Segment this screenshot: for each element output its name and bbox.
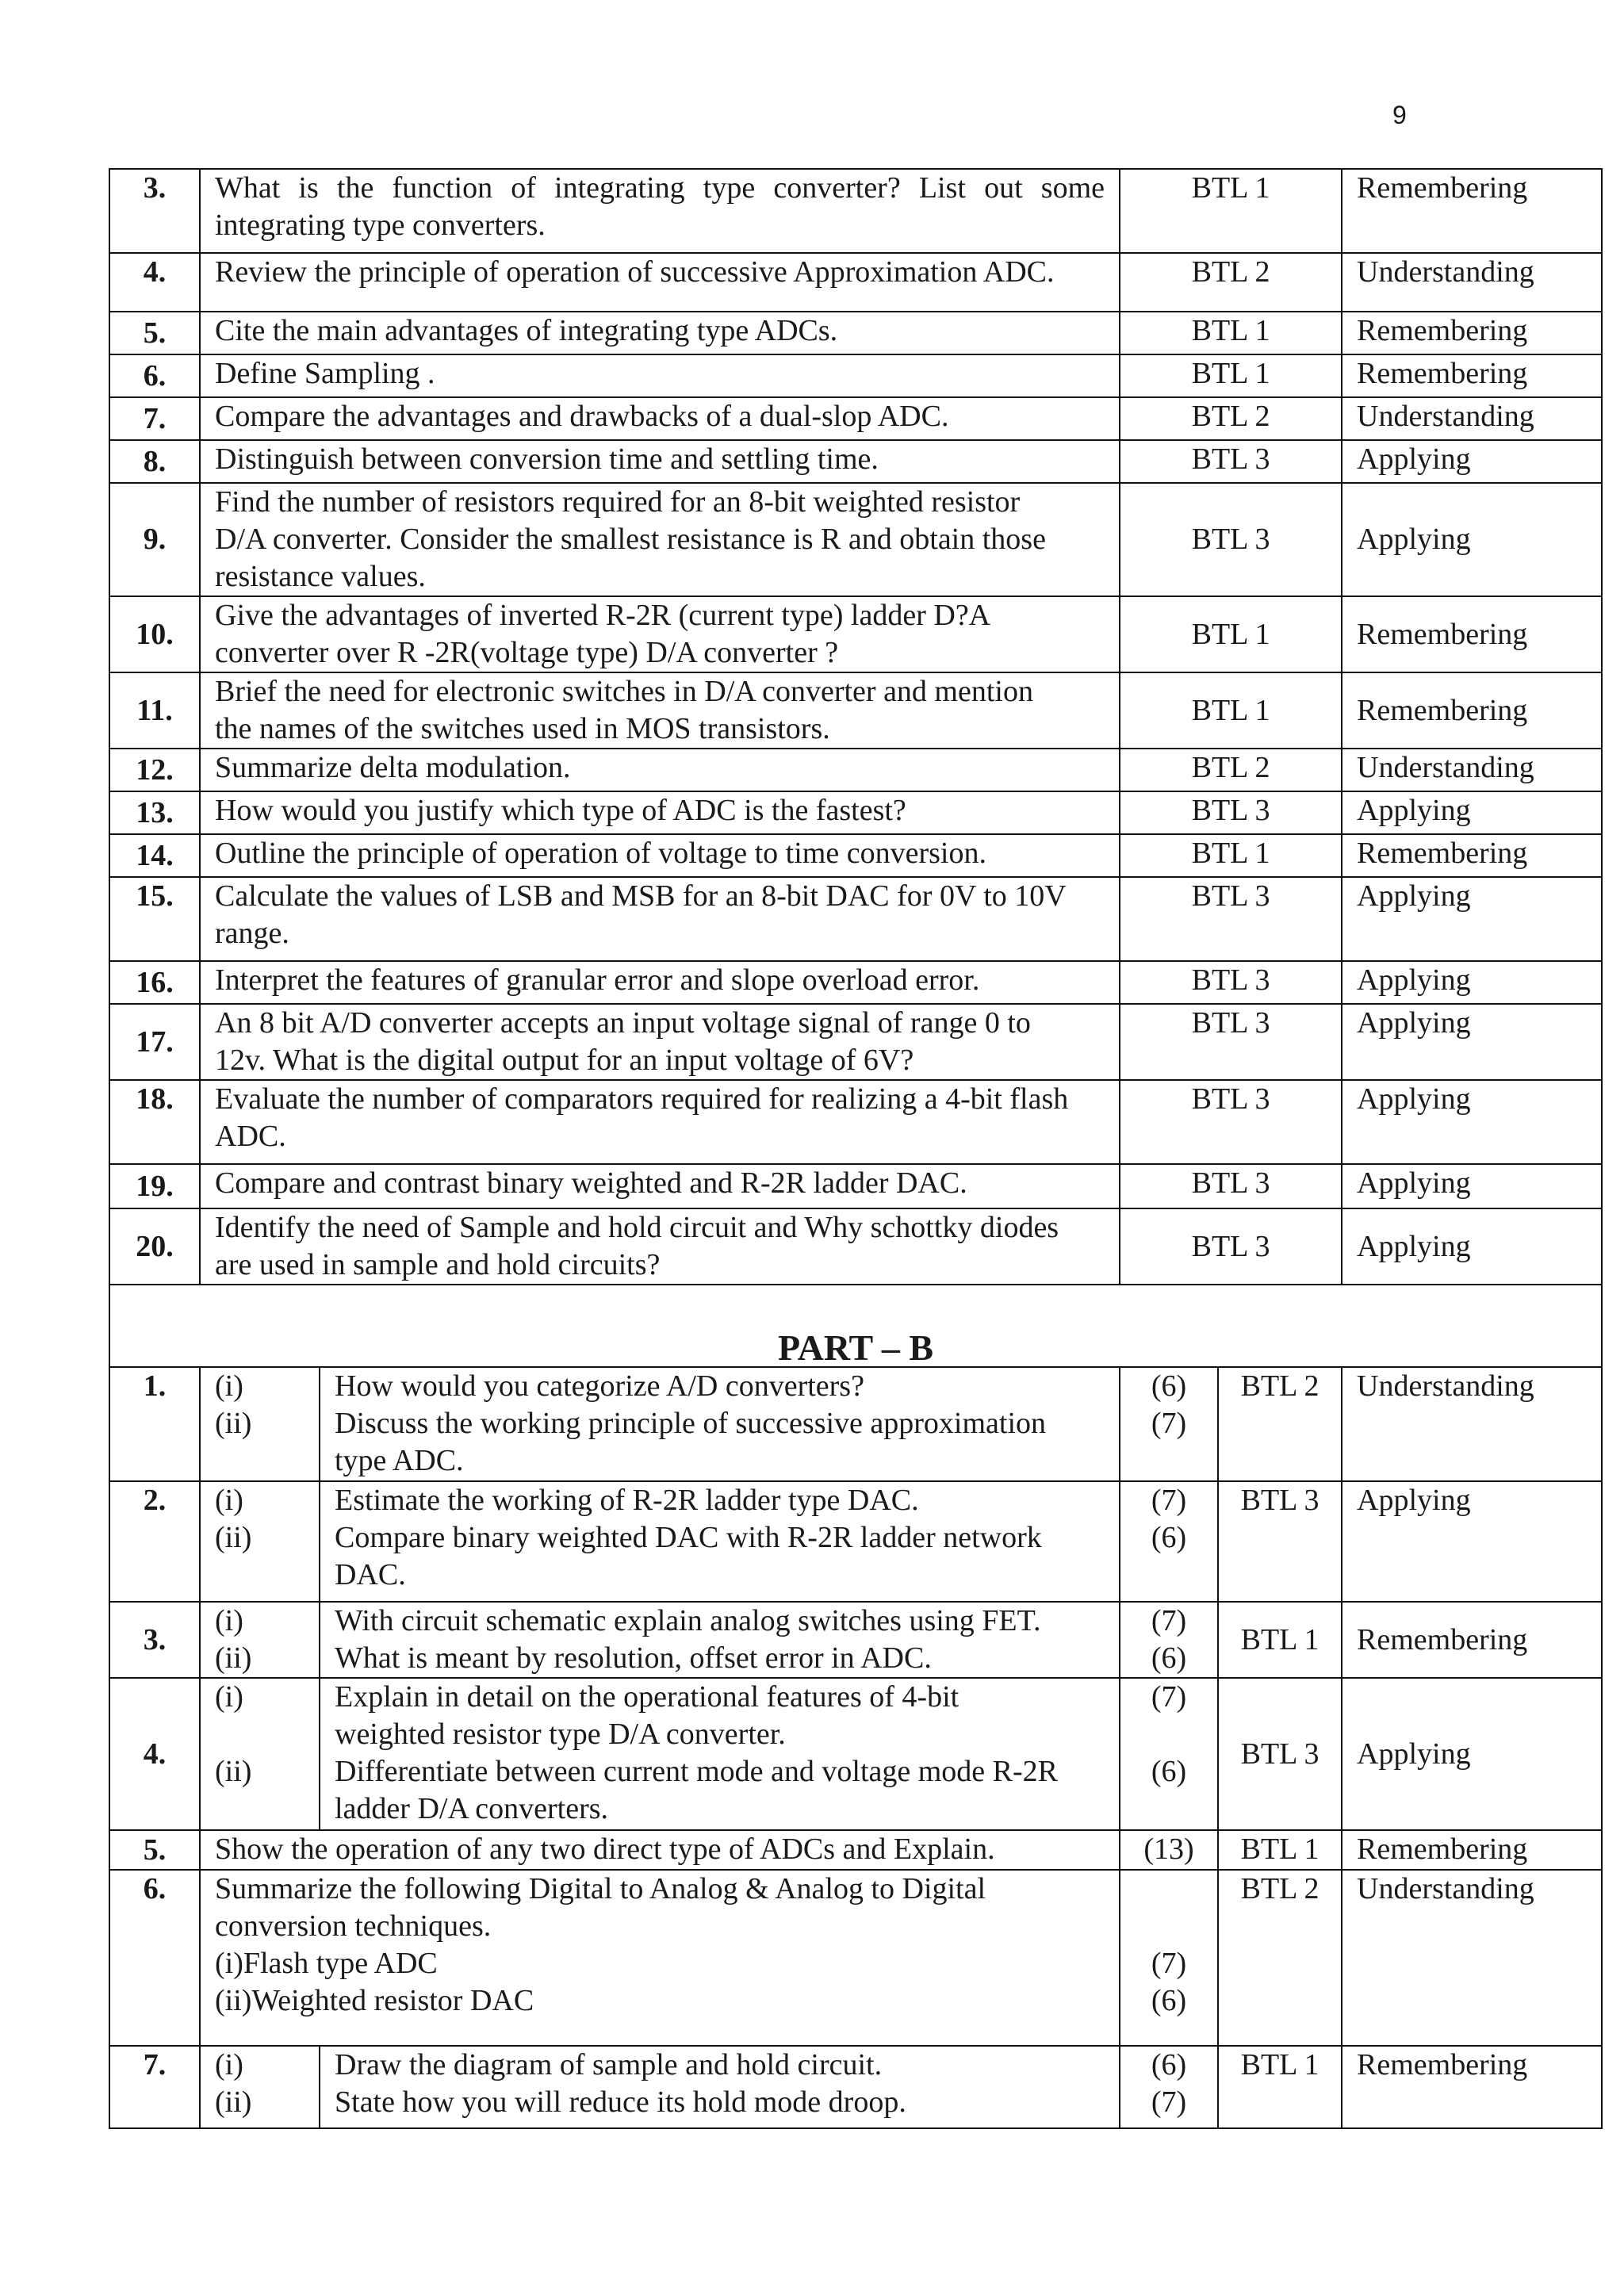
marks: (13)	[1120, 1830, 1218, 1870]
cognitive-level: Remembering	[1342, 1830, 1602, 1870]
question-text: Estimate the working of R-2R ladder type DAC. Compare binary weighted DAC with R-2R ladder network DAC.	[320, 1481, 1120, 1602]
table-row	[109, 877, 1602, 961]
question-text: Interpret the features of granular error and slope overload error.	[200, 961, 1120, 1004]
question-text: How would you categorize A/D converters? Discuss the working principle of successive approximation type ADC.	[320, 1367, 1120, 1481]
btl-level: BTL 1	[1120, 312, 1342, 354]
cognitive-level: Remembering	[1342, 1602, 1602, 1678]
question-number: 9.	[109, 483, 200, 596]
question-text: Compare and contrast binary weighted and R-2R ladder DAC.	[200, 1164, 1120, 1208]
marks: (7) (6)	[1120, 1602, 1218, 1678]
question-text: Show the operation of any two direct type of ADCs and Explain.	[200, 1830, 1120, 1870]
sub-labels: (i) (ii)	[200, 1678, 320, 1830]
marks: (6) (7)	[1120, 1367, 1218, 1481]
question-text: Identify the need of Sample and hold circuit and Why schottky diodes are used in sample and hold circuits?	[200, 1208, 1120, 1285]
btl-level: BTL 3	[1120, 440, 1342, 483]
question-number: 1.	[109, 1367, 200, 1481]
cognitive-level: Remembering	[1342, 2046, 1602, 2128]
question-text: Find the number of resistors required for an 8-bit weighted resistor D/A converter. Consider the smallest resistance is R and obtain those resistance values.	[200, 483, 1120, 596]
question-number: 6.	[109, 1870, 200, 2046]
question-number: 11.	[109, 672, 200, 749]
question-text: What is the function of integrating type converter? List out some integrating type converters.	[200, 169, 1120, 253]
question-number: 18.	[109, 1080, 200, 1164]
btl-level: BTL 2	[1120, 749, 1342, 791]
table-row	[109, 1870, 1602, 2046]
question-text: How would you justify which type of ADC is the fastest?	[200, 791, 1120, 834]
cognitive-level: Understanding	[1342, 749, 1602, 791]
cognitive-level: Applying	[1342, 1481, 1602, 1602]
table-row	[109, 1080, 1602, 1164]
question-number: 19.	[109, 1164, 200, 1208]
sub-labels: (i) (ii)	[200, 1367, 320, 1481]
cognitive-level: Remembering	[1342, 354, 1602, 397]
question-number: 5.	[109, 312, 200, 354]
question-text: Distinguish between conversion time and settling time.	[200, 440, 1120, 483]
cognitive-level: Understanding	[1342, 1367, 1602, 1481]
table-row	[109, 354, 1602, 397]
question-text: Evaluate the number of comparators required for realizing a 4-bit flash ADC.	[200, 1080, 1120, 1164]
question-number: 17.	[109, 1004, 200, 1080]
cognitive-level: Applying	[1342, 1080, 1602, 1164]
btl-level: BTL 3	[1120, 1208, 1342, 1285]
table-row	[109, 483, 1602, 596]
btl-level: BTL 3	[1120, 961, 1342, 1004]
btl-level: BTL 3	[1218, 1481, 1342, 1602]
table-row	[109, 2046, 1602, 2128]
question-number: 20.	[109, 1208, 200, 1285]
table-row	[109, 1004, 1602, 1080]
btl-level: BTL 1	[1218, 2046, 1342, 2128]
question-table	[109, 168, 1603, 2129]
cognitive-level: Remembering	[1342, 834, 1602, 877]
sub-labels: (i) (ii)	[200, 1602, 320, 1678]
marks: (7) (6)	[1120, 1678, 1218, 1830]
btl-level: BTL 1	[1120, 834, 1342, 877]
table-row	[109, 961, 1602, 1004]
btl-level: BTL 1	[1120, 596, 1342, 672]
question-text: Calculate the values of LSB and MSB for an 8-bit DAC for 0V to 10V range.	[200, 877, 1120, 961]
btl-level: BTL 3	[1120, 791, 1342, 834]
table-row	[109, 1830, 1602, 1870]
sub-labels: (i) (ii)	[200, 2046, 320, 2128]
question-number: 4.	[109, 253, 200, 312]
question-number: 12.	[109, 749, 200, 791]
question-text: Draw the diagram of sample and hold circuit. State how you will reduce its hold mode droop.	[320, 2046, 1120, 2128]
question-text: Review the principle of operation of successive Approximation ADC.	[200, 253, 1120, 312]
question-text: With circuit schematic explain analog switches using FET. What is meant by resolution, offset error in ADC.	[320, 1602, 1120, 1678]
marks: (6) (7)	[1120, 2046, 1218, 2128]
question-text: Compare the advantages and drawbacks of a dual-slop ADC.	[200, 397, 1120, 440]
table-row	[109, 749, 1602, 791]
table-row	[109, 253, 1602, 312]
question-number: 13.	[109, 791, 200, 834]
table-row	[109, 1367, 1602, 1481]
question-number: 2.	[109, 1481, 200, 1602]
table-row	[109, 1164, 1602, 1208]
cognitive-level: Understanding	[1342, 253, 1602, 312]
cognitive-level: Understanding	[1342, 397, 1602, 440]
cognitive-level: Applying	[1342, 440, 1602, 483]
question-text: Outline the principle of operation of voltage to time conversion.	[200, 834, 1120, 877]
table-row	[109, 596, 1602, 672]
question-number: 6.	[109, 354, 200, 397]
cognitive-level: Remembering	[1342, 169, 1602, 253]
marks: (7) (6)	[1120, 1481, 1218, 1602]
question-text: Give the advantages of inverted R-2R (current type) ladder D?A converter over R -2R(voltage type) D/A converter ?	[200, 596, 1120, 672]
question-number: 3.	[109, 169, 200, 253]
btl-level: BTL 3	[1120, 483, 1342, 596]
table-row	[109, 834, 1602, 877]
question-number: 7.	[109, 2046, 200, 2128]
cognitive-level: Remembering	[1342, 312, 1602, 354]
cognitive-level: Applying	[1342, 1004, 1602, 1080]
question-number: 14.	[109, 834, 200, 877]
cognitive-level: Applying	[1342, 483, 1602, 596]
table-row	[109, 169, 1602, 253]
btl-level: BTL 2	[1218, 1870, 1342, 2046]
question-number: 15.	[109, 877, 200, 961]
btl-level: BTL 2	[1120, 397, 1342, 440]
table-row	[109, 1481, 1602, 1602]
part-b-header-row	[109, 1285, 1602, 1367]
question-text: An 8 bit A/D converter accepts an input voltage signal of range 0 to 12v. What is the digital output for an input voltage of 6V?	[200, 1004, 1120, 1080]
table-row	[109, 1678, 1602, 1830]
cognitive-level: Applying	[1342, 1208, 1602, 1285]
cognitive-level: Understanding	[1342, 1870, 1602, 2046]
table-row	[109, 397, 1602, 440]
btl-level: BTL 3	[1120, 877, 1342, 961]
table-row	[109, 440, 1602, 483]
table-row	[109, 1602, 1602, 1678]
question-text: Brief the need for electronic switches in D/A converter and mention the names of the switches used in MOS transistors.	[200, 672, 1120, 749]
btl-level: BTL 1	[1218, 1602, 1342, 1678]
question-number: 7.	[109, 397, 200, 440]
question-number: 16.	[109, 961, 200, 1004]
page-number: 9	[1392, 101, 1407, 129]
question-text: Summarize the following Digital to Analog & Analog to Digital conversion techniques. (i)Flash type ADC (ii)Weighted resistor DAC	[200, 1870, 1120, 2046]
table-row	[109, 1208, 1602, 1285]
question-text: Cite the main advantages of integrating type ADCs.	[200, 312, 1120, 354]
table-row	[109, 791, 1602, 834]
cognitive-level: Remembering	[1342, 596, 1602, 672]
marks: (7) (6)	[1120, 1870, 1218, 2046]
question-number: 8.	[109, 440, 200, 483]
cognitive-level: Applying	[1342, 961, 1602, 1004]
btl-level: BTL 1	[1218, 1830, 1342, 1870]
question-number: 10.	[109, 596, 200, 672]
cognitive-level: Applying	[1342, 1164, 1602, 1208]
btl-level: BTL 1	[1120, 354, 1342, 397]
sub-labels: (i) (ii)	[200, 1481, 320, 1602]
cognitive-level: Remembering	[1342, 672, 1602, 749]
btl-level: BTL 3	[1120, 1080, 1342, 1164]
question-text: Explain in detail on the operational features of 4-bit weighted resistor type D/A converter. Differentiate between current mode and voltage mode R-2R ladder D/A converters.	[320, 1678, 1120, 1830]
question-number: 3.	[109, 1602, 200, 1678]
table-row	[109, 672, 1602, 749]
btl-level: BTL 1	[1120, 169, 1342, 253]
cognitive-level: Applying	[1342, 1678, 1602, 1830]
part-b-heading: PART – B	[109, 1285, 1602, 1367]
btl-level: BTL 1	[1120, 672, 1342, 749]
btl-level: BTL 2	[1120, 253, 1342, 312]
btl-level: BTL 2	[1218, 1367, 1342, 1481]
question-number: 4.	[109, 1678, 200, 1830]
cognitive-level: Applying	[1342, 791, 1602, 834]
question-text: Define Sampling .	[200, 354, 1120, 397]
btl-level: BTL 3	[1120, 1004, 1342, 1080]
btl-level: BTL 3	[1218, 1678, 1342, 1830]
cognitive-level: Applying	[1342, 877, 1602, 961]
table-row	[109, 312, 1602, 354]
btl-level: BTL 3	[1120, 1164, 1342, 1208]
question-number: 5.	[109, 1830, 200, 1870]
question-text: Summarize delta modulation.	[200, 749, 1120, 791]
